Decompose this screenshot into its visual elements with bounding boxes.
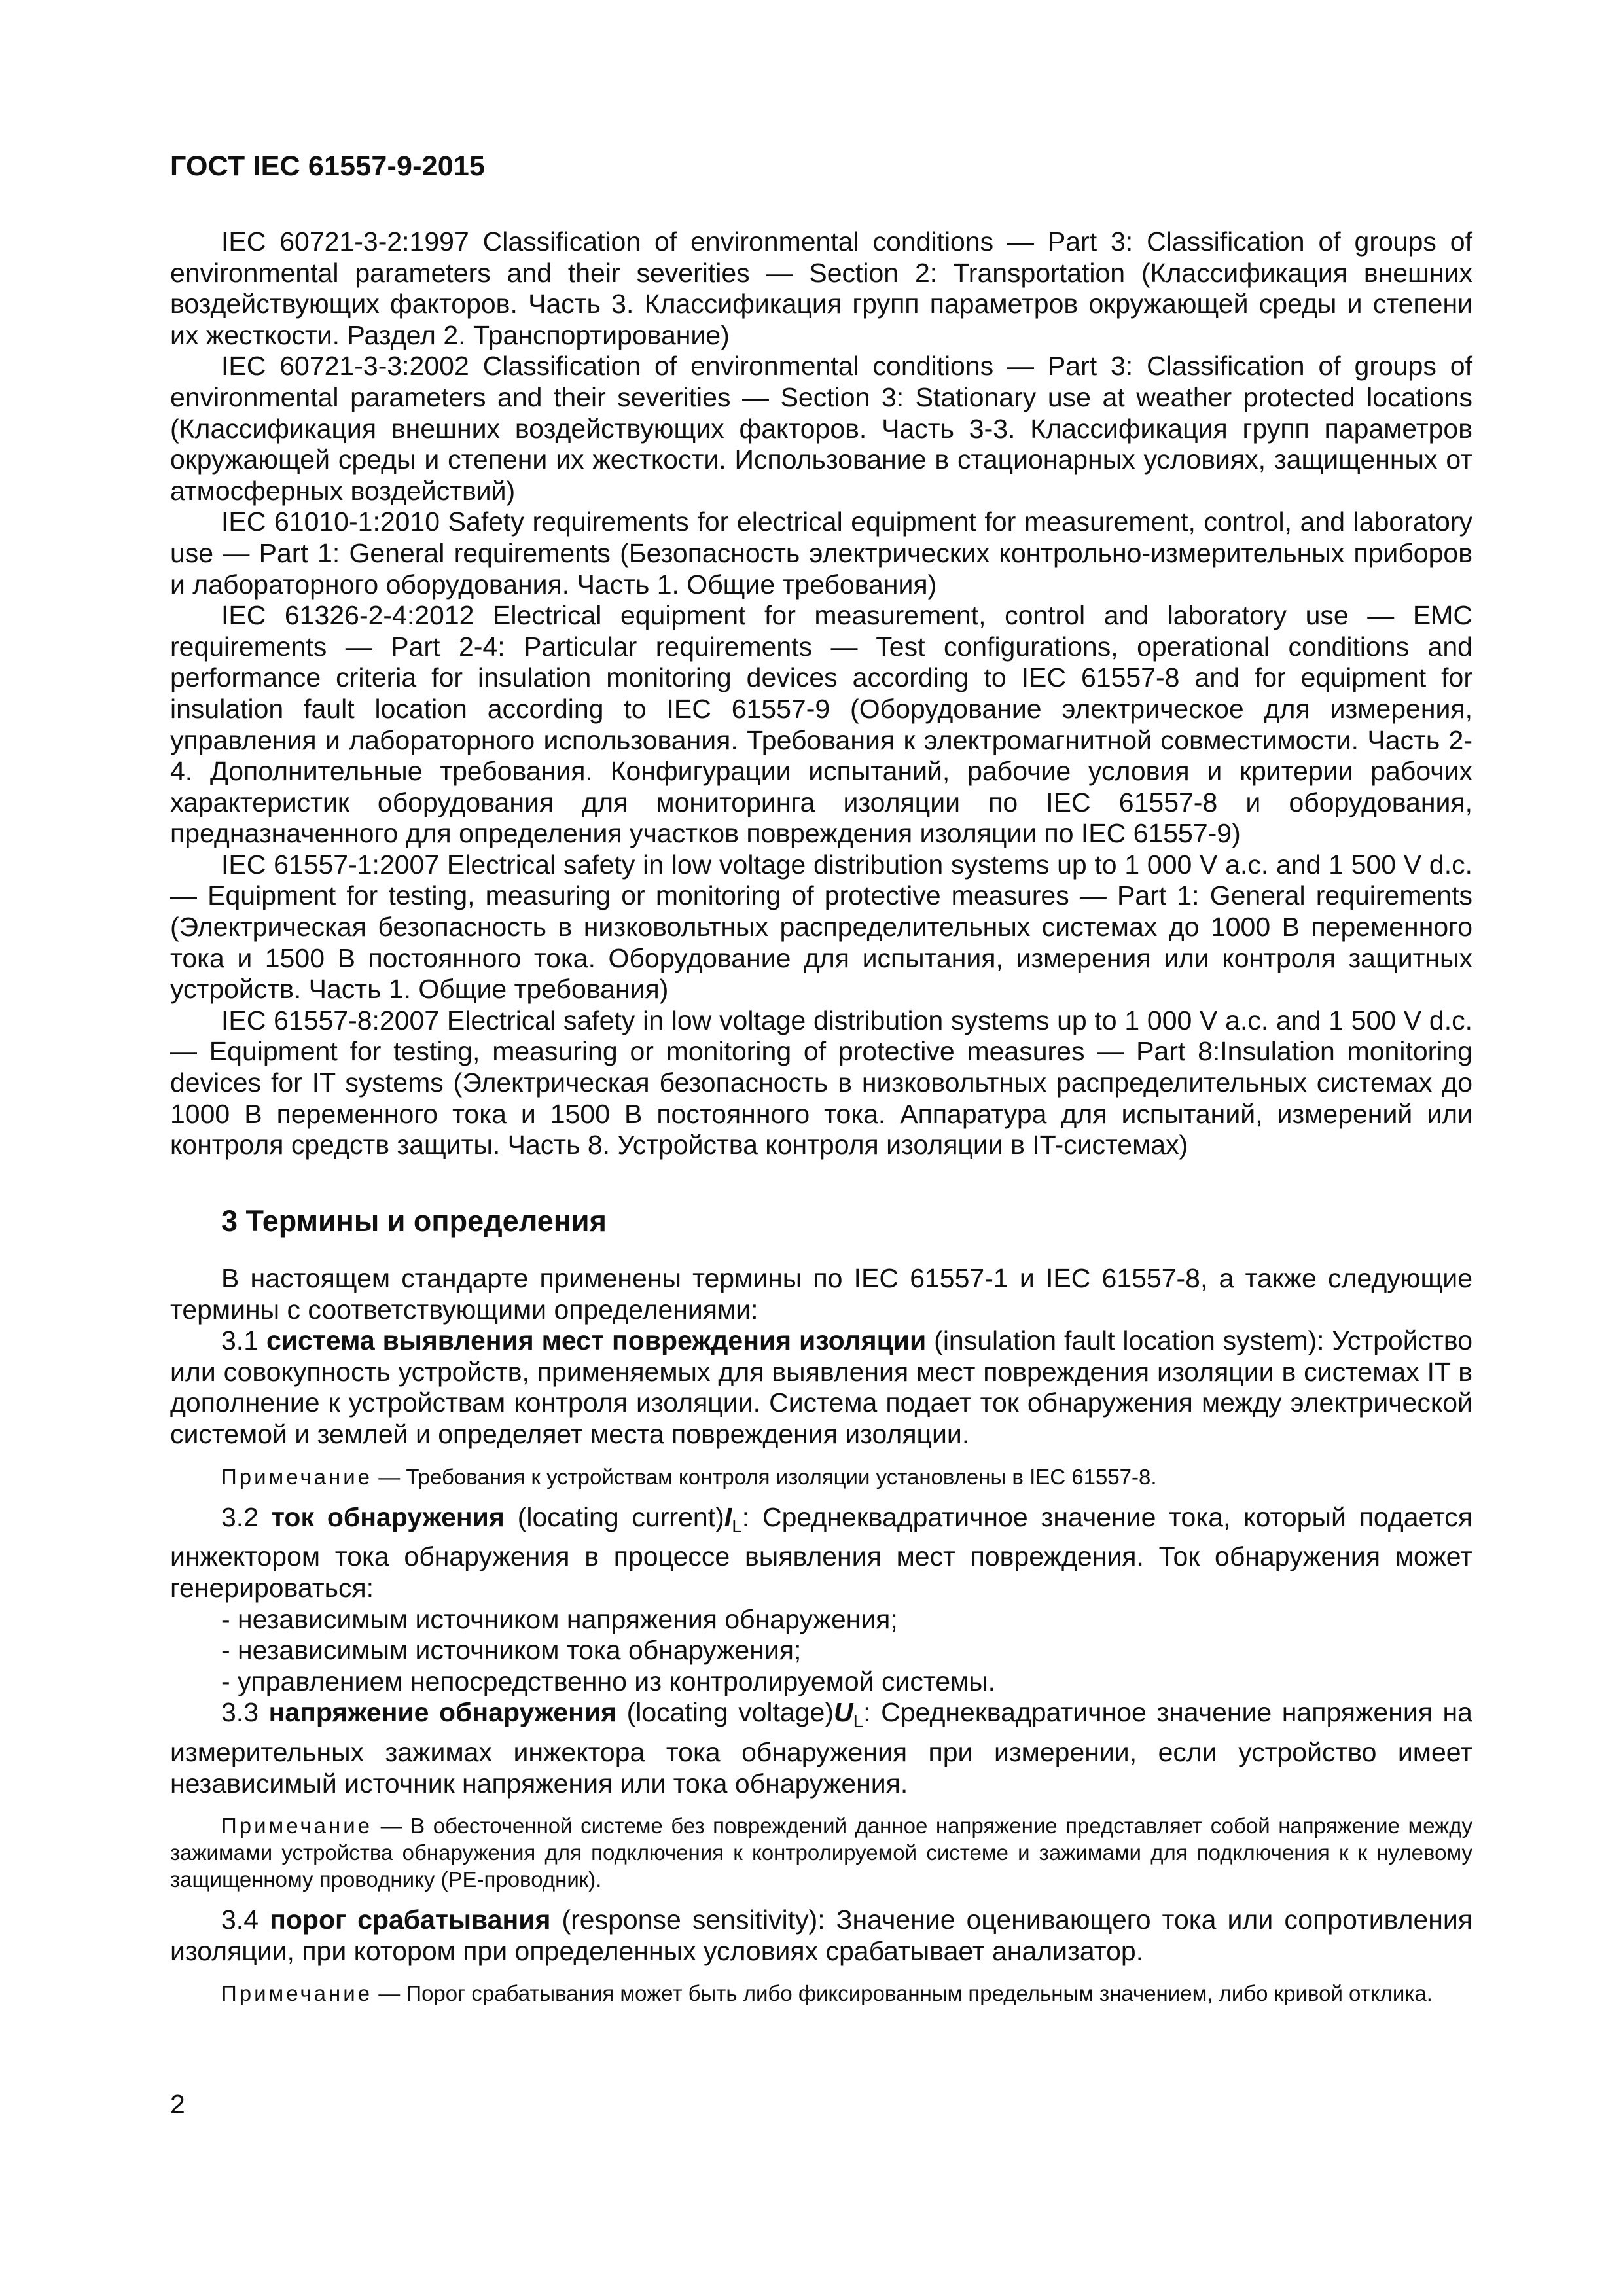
list-item: - независимым источником тока обнаружения; (221, 1635, 802, 1666)
reference-item: IEC 61557-1:2007 Electrical safety in low voltage distribution systems up to 1 000 V a.c. and 1 500 V d.c. — Equipment for testing, measuring or monitoring of protective measures — Part 1: General requirements (Электрическая безопасность в низковольтных распределительных системах до 1000 В переменного тока и 1500 В постоянного тока. Оборудование для испытания, измерения или контроля защитных устройств. Часть 1. Общие требования) (170, 849, 1472, 1005)
note-label: Примечание (221, 1464, 373, 1489)
note-label: Примечание (221, 1981, 373, 2006)
note-label: Примечание (221, 1814, 373, 1839)
term-english: (locating current) (517, 1501, 724, 1532)
term-name: ток обнаружения (271, 1501, 505, 1532)
term-definition: (insulation fault location system): Устройство или совокупность устройств, применяемых для выявления мест повреждения изоляции в системах IT в дополнение к устройствам контроля изоляции. Система подает ток обнаружения между электрической системой и землей и определяет места повреждения изоляции. (170, 1325, 1473, 1449)
section-intro: В настоящем стандарте применены термины по IEC 61557-1 и IEC 61557-8, а также следующие термины с соответствующими определениями: (170, 1263, 1472, 1325)
terms-section (170, 1263, 1472, 2018)
term-name: порог срабатывания (270, 1905, 551, 1935)
reference-item: IEC 60721-3-3:2002 Classification of environmental conditions — Part 3: Classification of groups of environmental parameters and their severities — Section 3: Stationary use at weather protected locations (Классификация внешних воздействующих факторов. Часть 3-3. Классификация групп параметров окружающей среды и степени их жесткости. Использование в стационарных условиях, защищенных от атмосферных воздействий) (170, 351, 1472, 506)
term-3-4 (170, 1905, 1472, 1967)
term-number: 3.1 (221, 1325, 259, 1356)
list-item: - независимым источником напряжения обнаружения; (221, 1604, 898, 1634)
note-text: — В обесточенной системе без повреждений данное напряжение представляет собой напряжение между зажимами устройства обнаружения для подключения к контролируемой системе и зажимами для подключения к к нулевому защищенному проводнику (PE-проводник). (170, 1814, 1472, 1892)
reference-item: IEC 60721-3-2:1997 Classification of environmental conditions — Part 3: Classification of groups of environmental parameters and their severities — Section 2: Transportation (Классификация внешних воздействующих факторов. Часть 3. Классификация групп параметров окружающей среды и степени их жесткости. Раздел 2. Транспортирование) (170, 226, 1472, 350)
list-item: - управлением непосредственно из контролируемой системы. (221, 1666, 996, 1696)
document-header: ГОСТ IEC 61557-9-2015 (170, 151, 486, 182)
term-symbol: $I_L$ (724, 1501, 742, 1536)
term-3-2 (170, 1502, 1472, 1604)
note-3-1 (170, 1463, 1472, 1490)
term-3-1 (170, 1325, 1472, 1450)
reference-item: IEC 61326-2-4:2012 Electrical equipment for measurement, control and laboratory use — EMC requirements — Part 2-4: Particular requirements — Test configurations, operational conditions and performance criteria for insulation monitoring devices according to IEC 61557-8 and for equipment for insulation fault location according to IEC 61557-9 (Оборудование электрическое для измерения, управления и лабораторного использования. Требования к электромагнитной совместимости. Часть 2-4. Дополнительные требования. Конфигурации испытаний, рабочие условия и критерии рабочих характеристик оборудования для мониторинга изоляции по IEC 61557-8 и оборудования, предназначенного для определения участков повреждения изоляции по IEC 61557-9) (170, 600, 1472, 849)
reference-item: IEC 61557-8:2007 Electrical safety in low voltage distribution systems up to 1 000 V a.c. and 1 500 V d.c. — Equipment for testing, measuring or monitoring of protective measures — Part 8:Insulation monitoring devices for IT systems (Электрическая безопасность в низковольтных распределительных системах до 1000 В переменного тока и 1500 В постоянного тока. Аппаратура для испытаний, измерений или контроля средств защиты. Часть 8. Устройства контроля изоляции в IT-системах) (170, 1005, 1472, 1160)
note-text: — Порог срабатывания может быть либо фиксированным предельным значением, либо кривой отклика. (378, 1981, 1433, 2006)
note-text: — Требования к устройствам контроля изоляции установлены в IEC 61557-8. (378, 1464, 1157, 1489)
section-heading: 3 Термины и определения (221, 1204, 607, 1238)
note-3-4 (170, 1980, 1472, 2007)
term-number: 3.2 (221, 1501, 259, 1532)
normative-references (170, 226, 1472, 1161)
term-name: напряжение обнаружения (268, 1697, 616, 1728)
term-definition: : Среднеквадратичное значение напряжения на измерительных зажимах инжектора тока обнаружения при измерении, если устройство имеет независимый источник напряжения или тока обнаружения. (170, 1697, 1472, 1799)
term-definition: : Среднеквадратичное значение тока, который подается инжектором тока обнаружения в процессе выявления мест повреждения. Ток обнаружения может генерироваться: (170, 1501, 1472, 1603)
reference-item: IEC 61010-1:2010 Safety requirements for electrical equipment for measurement, control, and laboratory use — Part 1: General requirements (Безопасность электрических контрольно-измерительных приборов и лабораторного оборудования. Часть 1. Общие требования) (170, 507, 1472, 600)
term-number: 3.3 (221, 1697, 259, 1728)
page-number: 2 (170, 2089, 185, 2119)
term-definition: (response sensitivity): Значение оценивающего тока или сопротивления изоляции, при котором при определенных условиях срабатывает анализатор. (170, 1905, 1472, 1966)
term-number: 3.4 (221, 1905, 259, 1935)
note-3-3 (170, 1812, 1472, 1893)
term-symbol: $U_L$ (833, 1697, 864, 1732)
term-name: система выявления мест повреждения изоляции (266, 1325, 927, 1356)
term-3-3 (170, 1697, 1472, 1799)
term-english: (locating voltage) (626, 1697, 834, 1728)
